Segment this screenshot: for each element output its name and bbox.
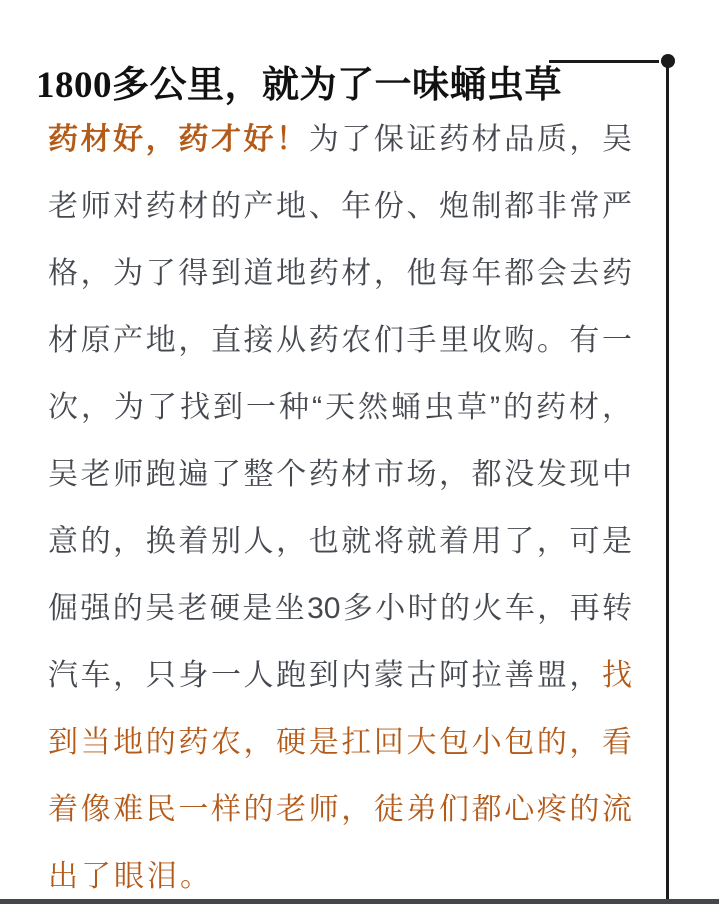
text-line (48, 642, 632, 709)
text-segment-normal: 老师对药材的产地、年份、炮制都非常严 (48, 190, 632, 223)
article-body (48, 106, 632, 910)
right-vertical-rule (666, 66, 669, 904)
text-line (48, 575, 632, 642)
text-segment-highlight: 出了眼泪。 (48, 860, 213, 893)
text-line (48, 441, 632, 508)
text-segment-normal: 次，为了找到一种“天然蛹虫草”的药材， (48, 391, 632, 424)
text-segment-normal: 吴老师跑遍了整个药材市场，都没发现中 (48, 458, 632, 491)
bottom-section-edge (0, 899, 719, 904)
text-line (48, 106, 632, 173)
text-line (48, 240, 632, 307)
text-segment-lead: 药材好，药才好！ (48, 123, 309, 156)
text-segment-normal: 材原产地，直接从药农们手里收购。有一 (48, 324, 632, 357)
text-line (48, 173, 632, 240)
text-segment-normal: 汽车，只身一人跑到内蒙古阿拉善盟， (48, 659, 602, 692)
text-line (48, 709, 632, 776)
text-segment-highlight: 找 (602, 659, 632, 692)
title-horizontal-rule (549, 60, 659, 63)
text-segment-highlight: 着像难民一样的老师，徒弟们都心疼的流 (48, 793, 632, 826)
text-segment-highlight: 到当地的药农，硬是扛回大包小包的，看 (48, 726, 632, 759)
page-title: 1800多公里，就为了一味蛹虫草 (36, 64, 562, 106)
text-segment-normal: 为了保证药材品质，吴 (308, 123, 633, 156)
text-segment-normal: 格，为了得到道地药材，他每年都会去药 (48, 257, 632, 290)
text-segment-normal: 意的，换着别人，也就将就着用了，可是 (48, 525, 632, 558)
text-line (48, 776, 632, 843)
text-line (48, 374, 632, 441)
text-line (48, 307, 632, 374)
text-line (48, 508, 632, 575)
text-segment-normal: 倔强的吴老硬是坐30多小时的火车，再转 (48, 592, 632, 625)
